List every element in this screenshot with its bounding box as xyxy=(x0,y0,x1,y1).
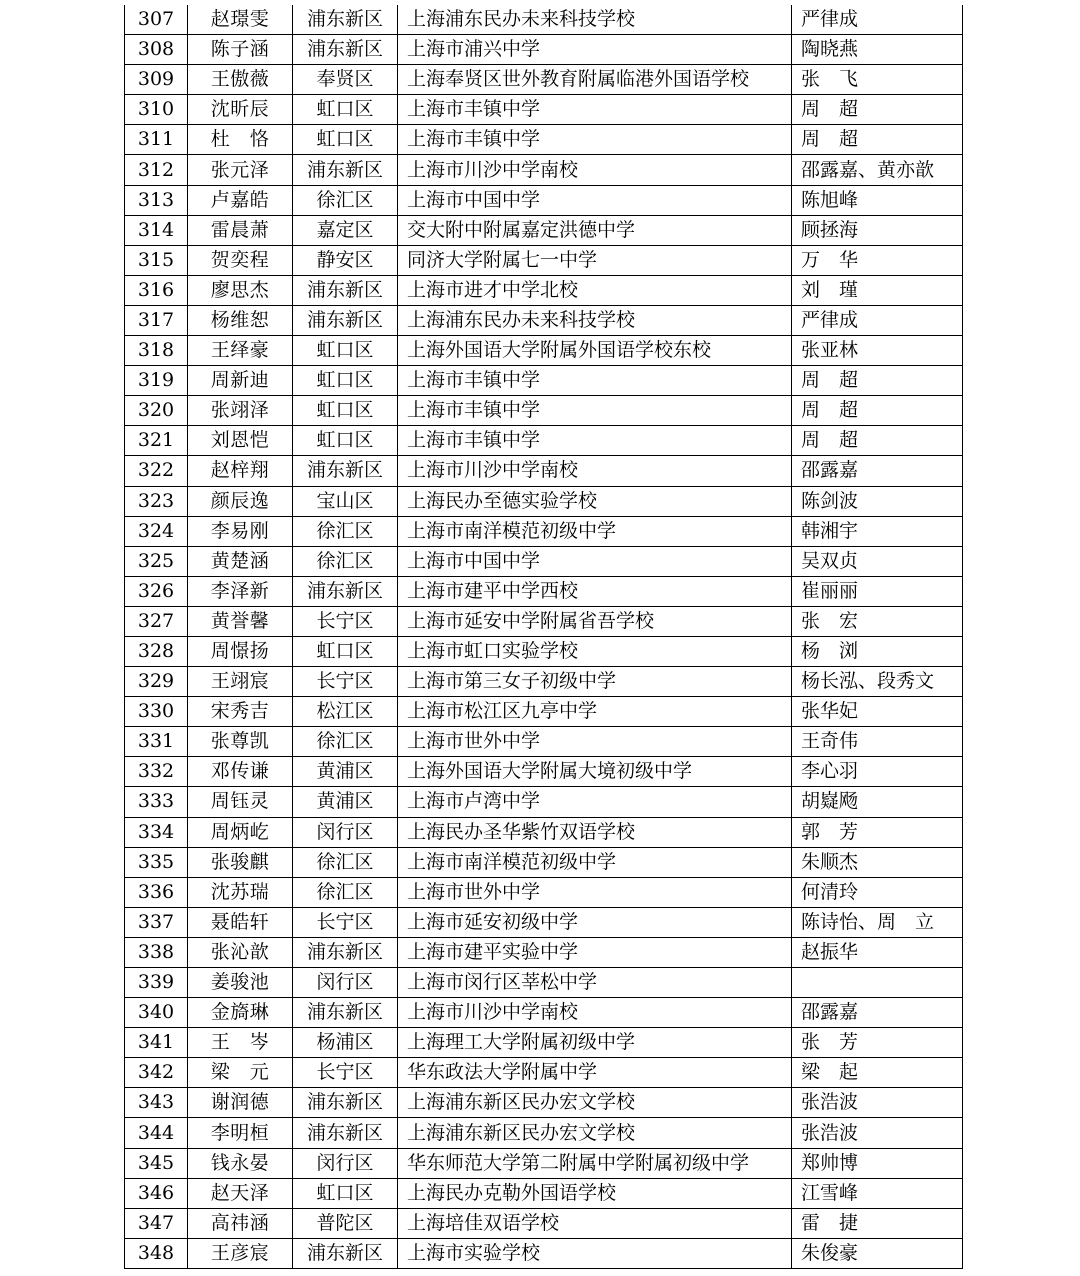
table-row xyxy=(125,877,963,907)
row-number: 336 xyxy=(125,877,188,907)
teacher-name: 万 华 xyxy=(792,245,963,275)
school-name: 上海市虹口实验学校 xyxy=(398,636,792,666)
student-name: 周新迪 xyxy=(188,366,293,396)
teacher-name: 张 飞 xyxy=(792,65,963,95)
district: 宝山区 xyxy=(293,486,398,516)
teacher-name: 周 超 xyxy=(792,396,963,426)
student-name: 颜辰逸 xyxy=(188,486,293,516)
district: 浦东新区 xyxy=(293,937,398,967)
school-name: 上海浦东民办未来科技学校 xyxy=(398,305,792,335)
row-number: 338 xyxy=(125,937,188,967)
row-number: 312 xyxy=(125,155,188,185)
student-name: 李易刚 xyxy=(188,516,293,546)
student-name: 赵璟雯 xyxy=(188,5,293,35)
school-name: 上海市闵行区莘松中学 xyxy=(398,968,792,998)
teacher-name: 朱顺杰 xyxy=(792,847,963,877)
school-name: 上海市川沙中学南校 xyxy=(398,456,792,486)
student-name: 邓传谦 xyxy=(188,757,293,787)
table-row xyxy=(125,245,963,275)
student-name: 周炳屹 xyxy=(188,817,293,847)
school-name: 上海市中国中学 xyxy=(398,185,792,215)
student-name: 刘恩恺 xyxy=(188,426,293,456)
table-row xyxy=(125,1058,963,1088)
district: 虹口区 xyxy=(293,636,398,666)
table-row xyxy=(125,215,963,245)
table-row xyxy=(125,366,963,396)
row-number: 308 xyxy=(125,35,188,65)
teacher-name: 何清玲 xyxy=(792,877,963,907)
award-list-table xyxy=(124,5,963,1269)
teacher-name: 梁 起 xyxy=(792,1058,963,1088)
table-row xyxy=(125,516,963,546)
table-row xyxy=(125,727,963,757)
row-number: 344 xyxy=(125,1118,188,1148)
teacher-name: 韩湘宇 xyxy=(792,516,963,546)
teacher-name: 吴双贞 xyxy=(792,546,963,576)
school-name: 上海市卢湾中学 xyxy=(398,787,792,817)
table-row xyxy=(125,847,963,877)
table-row xyxy=(125,968,963,998)
district: 徐汇区 xyxy=(293,727,398,757)
school-name: 上海市延安中学附属省吾学校 xyxy=(398,606,792,636)
school-name: 上海理工大学附属初级中学 xyxy=(398,1028,792,1058)
row-number: 346 xyxy=(125,1178,188,1208)
school-name: 上海市浦兴中学 xyxy=(398,35,792,65)
district: 浦东新区 xyxy=(293,1088,398,1118)
table-row xyxy=(125,1148,963,1178)
row-number: 334 xyxy=(125,817,188,847)
district: 黄浦区 xyxy=(293,757,398,787)
district: 虹口区 xyxy=(293,336,398,366)
school-name: 上海市进才中学北校 xyxy=(398,275,792,305)
school-name: 上海市世外中学 xyxy=(398,877,792,907)
row-number: 313 xyxy=(125,185,188,215)
teacher-name: 陈剑波 xyxy=(792,486,963,516)
table-row xyxy=(125,1118,963,1148)
district: 浦东新区 xyxy=(293,576,398,606)
district: 浦东新区 xyxy=(293,275,398,305)
row-number: 321 xyxy=(125,426,188,456)
teacher-name: 周 超 xyxy=(792,95,963,125)
teacher-name: 郭 芳 xyxy=(792,817,963,847)
district: 徐汇区 xyxy=(293,877,398,907)
student-name: 梁 元 xyxy=(188,1058,293,1088)
table-row xyxy=(125,667,963,697)
teacher-name: 王奇伟 xyxy=(792,727,963,757)
teacher-name: 刘 瑾 xyxy=(792,275,963,305)
table-row xyxy=(125,697,963,727)
district: 奉贤区 xyxy=(293,65,398,95)
district: 虹口区 xyxy=(293,366,398,396)
district: 闵行区 xyxy=(293,1148,398,1178)
table-row xyxy=(125,576,963,606)
school-name: 上海浦东新区民办宏文学校 xyxy=(398,1088,792,1118)
table-row xyxy=(125,305,963,335)
teacher-name: 周 超 xyxy=(792,426,963,456)
district: 松江区 xyxy=(293,697,398,727)
table-row xyxy=(125,336,963,366)
student-name: 贺奕程 xyxy=(188,245,293,275)
school-name: 上海市世外中学 xyxy=(398,727,792,757)
student-name: 赵天泽 xyxy=(188,1178,293,1208)
table-row xyxy=(125,396,963,426)
school-name: 上海民办克勒外国语学校 xyxy=(398,1178,792,1208)
teacher-name: 张浩波 xyxy=(792,1118,963,1148)
teacher-name: 江雪峰 xyxy=(792,1178,963,1208)
student-name: 谢润德 xyxy=(188,1088,293,1118)
row-number: 348 xyxy=(125,1238,188,1268)
teacher-name: 邵露嘉 xyxy=(792,998,963,1028)
district: 浦东新区 xyxy=(293,155,398,185)
school-name: 上海市丰镇中学 xyxy=(398,95,792,125)
row-number: 339 xyxy=(125,968,188,998)
student-name: 杜 恪 xyxy=(188,125,293,155)
teacher-name: 张华妃 xyxy=(792,697,963,727)
student-name: 李明桓 xyxy=(188,1118,293,1148)
row-number: 337 xyxy=(125,907,188,937)
table-row xyxy=(125,1178,963,1208)
row-number: 345 xyxy=(125,1148,188,1178)
district: 浦东新区 xyxy=(293,35,398,65)
district: 虹口区 xyxy=(293,125,398,155)
row-number: 342 xyxy=(125,1058,188,1088)
district: 虹口区 xyxy=(293,426,398,456)
teacher-name: 雷 捷 xyxy=(792,1208,963,1238)
student-name: 王彦宸 xyxy=(188,1238,293,1268)
table-row xyxy=(125,456,963,486)
school-name: 上海市南洋模范初级中学 xyxy=(398,516,792,546)
district: 杨浦区 xyxy=(293,1028,398,1058)
district: 长宁区 xyxy=(293,606,398,636)
student-name: 李泽新 xyxy=(188,576,293,606)
table-row xyxy=(125,937,963,967)
teacher-name: 陈诗怡、周 立 xyxy=(792,907,963,937)
district: 长宁区 xyxy=(293,667,398,697)
teacher-name: 郑帅博 xyxy=(792,1148,963,1178)
student-name: 周憬扬 xyxy=(188,636,293,666)
student-name: 周钰灵 xyxy=(188,787,293,817)
school-name: 华东政法大学附属中学 xyxy=(398,1058,792,1088)
school-name: 上海奉贤区世外教育附属临港外国语学校 xyxy=(398,65,792,95)
table-body xyxy=(125,5,963,1268)
row-number: 328 xyxy=(125,636,188,666)
table-row xyxy=(125,636,963,666)
school-name: 上海市建平中学西校 xyxy=(398,576,792,606)
district: 长宁区 xyxy=(293,907,398,937)
student-name: 张翊泽 xyxy=(188,396,293,426)
row-number: 310 xyxy=(125,95,188,125)
student-name: 金旖琳 xyxy=(188,998,293,1028)
table-row xyxy=(125,65,963,95)
row-number: 307 xyxy=(125,5,188,35)
table-row xyxy=(125,546,963,576)
teacher-name: 张浩波 xyxy=(792,1088,963,1118)
district: 静安区 xyxy=(293,245,398,275)
teacher-name: 严律成 xyxy=(792,305,963,335)
row-number: 343 xyxy=(125,1088,188,1118)
table-row xyxy=(125,1088,963,1118)
district: 徐汇区 xyxy=(293,546,398,576)
row-number: 325 xyxy=(125,546,188,576)
student-name: 张骏麒 xyxy=(188,847,293,877)
school-name: 上海民办圣华紫竹双语学校 xyxy=(398,817,792,847)
row-number: 327 xyxy=(125,606,188,636)
school-name: 上海市实验学校 xyxy=(398,1238,792,1268)
table-row xyxy=(125,606,963,636)
table-row xyxy=(125,1028,963,1058)
teacher-name xyxy=(792,968,963,998)
school-name: 上海市川沙中学南校 xyxy=(398,998,792,1028)
student-name: 赵梓翔 xyxy=(188,456,293,486)
table-row xyxy=(125,95,963,125)
school-name: 上海市丰镇中学 xyxy=(398,396,792,426)
school-name: 上海市丰镇中学 xyxy=(398,125,792,155)
student-name: 宋秀吉 xyxy=(188,697,293,727)
table-row xyxy=(125,275,963,305)
table-row xyxy=(125,125,963,155)
district: 浦东新区 xyxy=(293,305,398,335)
teacher-name: 胡嶷飏 xyxy=(792,787,963,817)
student-name: 王翊宸 xyxy=(188,667,293,697)
teacher-name: 顾拯海 xyxy=(792,215,963,245)
student-name: 沈苏瑞 xyxy=(188,877,293,907)
district: 闵行区 xyxy=(293,968,398,998)
district: 嘉定区 xyxy=(293,215,398,245)
teacher-name: 邵露嘉、黄亦歆 xyxy=(792,155,963,185)
school-name: 上海浦东新区民办宏文学校 xyxy=(398,1118,792,1148)
student-name: 聂皓轩 xyxy=(188,907,293,937)
student-name: 卢嘉皓 xyxy=(188,185,293,215)
school-name: 上海市第三女子初级中学 xyxy=(398,667,792,697)
row-number: 314 xyxy=(125,215,188,245)
district: 闵行区 xyxy=(293,817,398,847)
student-name: 杨维恕 xyxy=(188,305,293,335)
district: 长宁区 xyxy=(293,1058,398,1088)
school-name: 上海市建平实验中学 xyxy=(398,937,792,967)
row-number: 335 xyxy=(125,847,188,877)
district: 浦东新区 xyxy=(293,5,398,35)
district: 黄浦区 xyxy=(293,787,398,817)
row-number: 340 xyxy=(125,998,188,1028)
row-number: 326 xyxy=(125,576,188,606)
teacher-name: 周 超 xyxy=(792,125,963,155)
school-name: 上海外国语大学附属大境初级中学 xyxy=(398,757,792,787)
school-name: 上海市川沙中学南校 xyxy=(398,155,792,185)
student-name: 姜骏池 xyxy=(188,968,293,998)
row-number: 315 xyxy=(125,245,188,275)
student-name: 高祎涵 xyxy=(188,1208,293,1238)
table-row xyxy=(125,787,963,817)
district: 虹口区 xyxy=(293,1178,398,1208)
row-number: 341 xyxy=(125,1028,188,1058)
row-number: 331 xyxy=(125,727,188,757)
school-name: 上海浦东民办未来科技学校 xyxy=(398,5,792,35)
row-number: 324 xyxy=(125,516,188,546)
row-number: 320 xyxy=(125,396,188,426)
teacher-name: 张亚林 xyxy=(792,336,963,366)
school-name: 上海市延安初级中学 xyxy=(398,907,792,937)
district: 徐汇区 xyxy=(293,185,398,215)
teacher-name: 杨 浏 xyxy=(792,636,963,666)
row-number: 322 xyxy=(125,456,188,486)
row-number: 333 xyxy=(125,787,188,817)
row-number: 329 xyxy=(125,667,188,697)
school-name: 上海培佳双语学校 xyxy=(398,1208,792,1238)
teacher-name: 赵振华 xyxy=(792,937,963,967)
table-row xyxy=(125,907,963,937)
teacher-name: 张 宏 xyxy=(792,606,963,636)
district: 徐汇区 xyxy=(293,516,398,546)
student-name: 雷晨萧 xyxy=(188,215,293,245)
school-name: 上海市丰镇中学 xyxy=(398,426,792,456)
student-name: 钱永晏 xyxy=(188,1148,293,1178)
teacher-name: 李心羽 xyxy=(792,757,963,787)
district: 普陀区 xyxy=(293,1208,398,1238)
district: 虹口区 xyxy=(293,396,398,426)
table-row xyxy=(125,185,963,215)
teacher-name: 邵露嘉 xyxy=(792,456,963,486)
row-number: 332 xyxy=(125,757,188,787)
table-row xyxy=(125,757,963,787)
table-row xyxy=(125,486,963,516)
student-name: 陈子涵 xyxy=(188,35,293,65)
row-number: 316 xyxy=(125,275,188,305)
row-number: 330 xyxy=(125,697,188,727)
district: 浦东新区 xyxy=(293,1118,398,1148)
school-name: 上海外国语大学附属外国语学校东校 xyxy=(398,336,792,366)
teacher-name: 张 芳 xyxy=(792,1028,963,1058)
student-name: 王 岑 xyxy=(188,1028,293,1058)
student-name: 黄楚涵 xyxy=(188,546,293,576)
table-row xyxy=(125,5,963,35)
teacher-name: 陈旭峰 xyxy=(792,185,963,215)
table-row xyxy=(125,426,963,456)
student-name: 沈昕辰 xyxy=(188,95,293,125)
row-number: 323 xyxy=(125,486,188,516)
district: 浦东新区 xyxy=(293,998,398,1028)
school-name: 交大附中附属嘉定洪德中学 xyxy=(398,215,792,245)
school-name: 同济大学附属七一中学 xyxy=(398,245,792,275)
school-name: 上海市松江区九亭中学 xyxy=(398,697,792,727)
student-name: 张尊凯 xyxy=(188,727,293,757)
table-row xyxy=(125,155,963,185)
row-number: 347 xyxy=(125,1208,188,1238)
teacher-name: 杨长泓、段秀文 xyxy=(792,667,963,697)
school-name: 上海民办至德实验学校 xyxy=(398,486,792,516)
teacher-name: 崔丽丽 xyxy=(792,576,963,606)
teacher-name: 陶晓燕 xyxy=(792,35,963,65)
student-name: 廖思杰 xyxy=(188,275,293,305)
student-name: 张元泽 xyxy=(188,155,293,185)
row-number: 318 xyxy=(125,336,188,366)
row-number: 311 xyxy=(125,125,188,155)
district: 浦东新区 xyxy=(293,1238,398,1268)
row-number: 317 xyxy=(125,305,188,335)
table-row xyxy=(125,817,963,847)
school-name: 上海市丰镇中学 xyxy=(398,366,792,396)
table-row xyxy=(125,998,963,1028)
student-name: 王傲薇 xyxy=(188,65,293,95)
school-name: 上海市南洋模范初级中学 xyxy=(398,847,792,877)
teacher-name: 周 超 xyxy=(792,366,963,396)
row-number: 309 xyxy=(125,65,188,95)
school-name: 华东师范大学第二附属中学附属初级中学 xyxy=(398,1148,792,1178)
district: 徐汇区 xyxy=(293,847,398,877)
row-number: 319 xyxy=(125,366,188,396)
table-row xyxy=(125,1208,963,1238)
district: 虹口区 xyxy=(293,95,398,125)
teacher-name: 严律成 xyxy=(792,5,963,35)
student-name: 黄誉馨 xyxy=(188,606,293,636)
teacher-name: 朱俊豪 xyxy=(792,1238,963,1268)
school-name: 上海市中国中学 xyxy=(398,546,792,576)
student-name: 张沁歆 xyxy=(188,937,293,967)
table-row xyxy=(125,1238,963,1268)
district: 浦东新区 xyxy=(293,456,398,486)
table-row xyxy=(125,35,963,65)
student-name: 王绎豪 xyxy=(188,336,293,366)
